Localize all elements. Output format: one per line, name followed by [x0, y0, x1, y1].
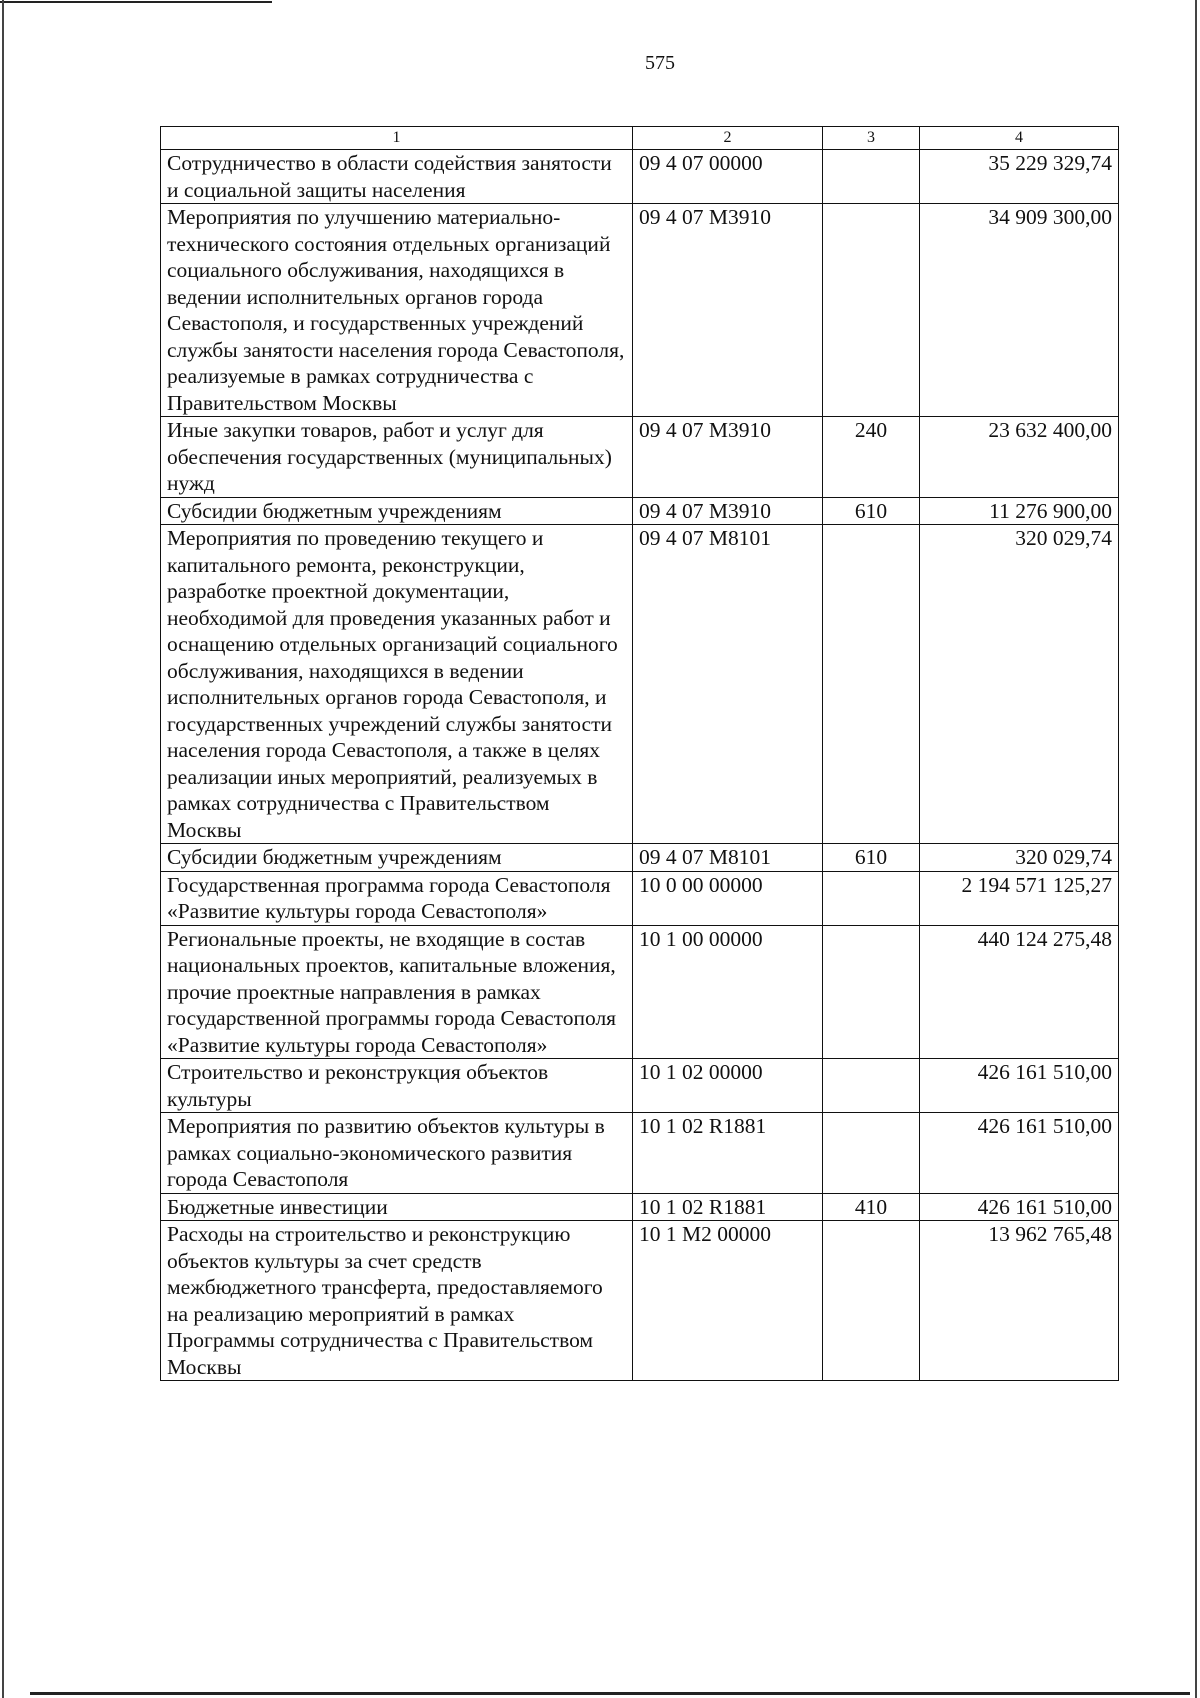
table-row	[161, 525, 1119, 844]
row-code: 09 4 07 М8101	[633, 525, 823, 844]
table-row	[161, 497, 1119, 525]
row-sum: 320 029,74	[920, 525, 1119, 844]
table-header-row	[161, 127, 1119, 150]
row-code: 10 1 М2 00000	[633, 1221, 823, 1381]
row-sum: 426 161 510,00	[920, 1193, 1119, 1221]
table-row	[161, 1193, 1119, 1221]
row-type	[823, 204, 920, 417]
row-sum: 35 229 329,74	[920, 150, 1119, 204]
row-sum: 34 909 300,00	[920, 204, 1119, 417]
row-type	[823, 925, 920, 1059]
row-type	[823, 1113, 920, 1194]
row-code: 09 4 07 М3910	[633, 204, 823, 417]
scan-edge-top	[0, 1, 272, 3]
row-name: Региональные проекты, не входящие в состав национальных проектов, капитальные вложения, прочие проектные направления в рамках государственной программы города Севастополя «Развитие культуры города Севастополя»	[161, 925, 633, 1059]
row-sum: 23 632 400,00	[920, 417, 1119, 498]
row-sum: 440 124 275,48	[920, 925, 1119, 1059]
table-row	[161, 871, 1119, 925]
row-code: 09 4 07 М3910	[633, 497, 823, 525]
row-code: 09 4 07 М3910	[633, 417, 823, 498]
row-type	[823, 150, 920, 204]
row-type: 410	[823, 1193, 920, 1221]
row-name: Расходы на строительство и реконструкцию объектов культуры за счет средств межбюджетного трансферта, предоставляемого на реализацию мероприятий в рамках Программы сотрудничества с Правительством Москвы	[161, 1221, 633, 1381]
row-type	[823, 1059, 920, 1113]
row-name: Мероприятия по улучшению материально-технического состояния отдельных организаций социального обслуживания, находящихся в ведении исполнительных органов города Севастополя, и государственных учреждений службы занятости населения города Севастополя, реализуемые в рамках сотрудничества с Правительством Москвы	[161, 204, 633, 417]
row-name: Мероприятия по проведению текущего и капитального ремонта, реконструкции, разработке проектной документации, необходимой для проведения указанных работ и оснащению отдельных организаций социального обслуживания, находящихся в ведении исполнительных органов города Севастополя, и государственных учреждений службы занятости населения города Севастополя, а также в целях реализации иных мероприятий, реализуемых в рамках сотрудничества с Правительством Москвы	[161, 525, 633, 844]
row-name: Бюджетные инвестиции	[161, 1193, 633, 1221]
row-sum: 426 161 510,00	[920, 1113, 1119, 1194]
row-code: 10 0 00 00000	[633, 871, 823, 925]
row-code: 09 4 07 00000	[633, 150, 823, 204]
row-sum: 426 161 510,00	[920, 1059, 1119, 1113]
table-row	[161, 150, 1119, 204]
page-number: 575	[645, 52, 675, 74]
row-code: 10 1 02 00000	[633, 1059, 823, 1113]
row-type	[823, 525, 920, 844]
row-sum: 13 962 765,48	[920, 1221, 1119, 1381]
row-type: 240	[823, 417, 920, 498]
header-col-2: 2	[633, 127, 823, 150]
row-name: Строительство и реконструкция объектов культуры	[161, 1059, 633, 1113]
row-type	[823, 871, 920, 925]
row-name: Сотрудничество в области содействия занятости и социальной защиты населения	[161, 150, 633, 204]
table-row	[161, 1221, 1119, 1381]
table-row	[161, 925, 1119, 1059]
table-row	[161, 844, 1119, 872]
row-code: 10 1 02 R1881	[633, 1113, 823, 1194]
budget-table	[160, 126, 1119, 1381]
header-col-4: 4	[920, 127, 1119, 150]
row-name: Иные закупки товаров, работ и услуг для обеспечения государственных (муниципальных) нужд	[161, 417, 633, 498]
scan-edge-left	[2, 0, 4, 1698]
table-row	[161, 1059, 1119, 1113]
table-row	[161, 204, 1119, 417]
header-col-3: 3	[823, 127, 920, 150]
row-code: 10 1 00 00000	[633, 925, 823, 1059]
row-sum: 11 276 900,00	[920, 497, 1119, 525]
row-name: Субсидии бюджетным учреждениям	[161, 497, 633, 525]
row-name: Субсидии бюджетным учреждениям	[161, 844, 633, 872]
table-row	[161, 417, 1119, 498]
row-type	[823, 1221, 920, 1381]
row-code: 10 1 02 R1881	[633, 1193, 823, 1221]
row-code: 09 4 07 М8101	[633, 844, 823, 872]
row-name: Мероприятия по развитию объектов культуры в рамках социально-экономического развития города Севастополя	[161, 1113, 633, 1194]
row-sum: 320 029,74	[920, 844, 1119, 872]
row-type: 610	[823, 844, 920, 872]
row-sum: 2 194 571 125,27	[920, 871, 1119, 925]
row-type: 610	[823, 497, 920, 525]
table-row	[161, 1113, 1119, 1194]
scan-edge-right	[1195, 0, 1197, 1698]
row-name: Государственная программа города Севастополя «Развитие культуры города Севастополя»	[161, 871, 633, 925]
header-col-1: 1	[161, 127, 633, 150]
scan-edge-bottom	[30, 1692, 1190, 1695]
